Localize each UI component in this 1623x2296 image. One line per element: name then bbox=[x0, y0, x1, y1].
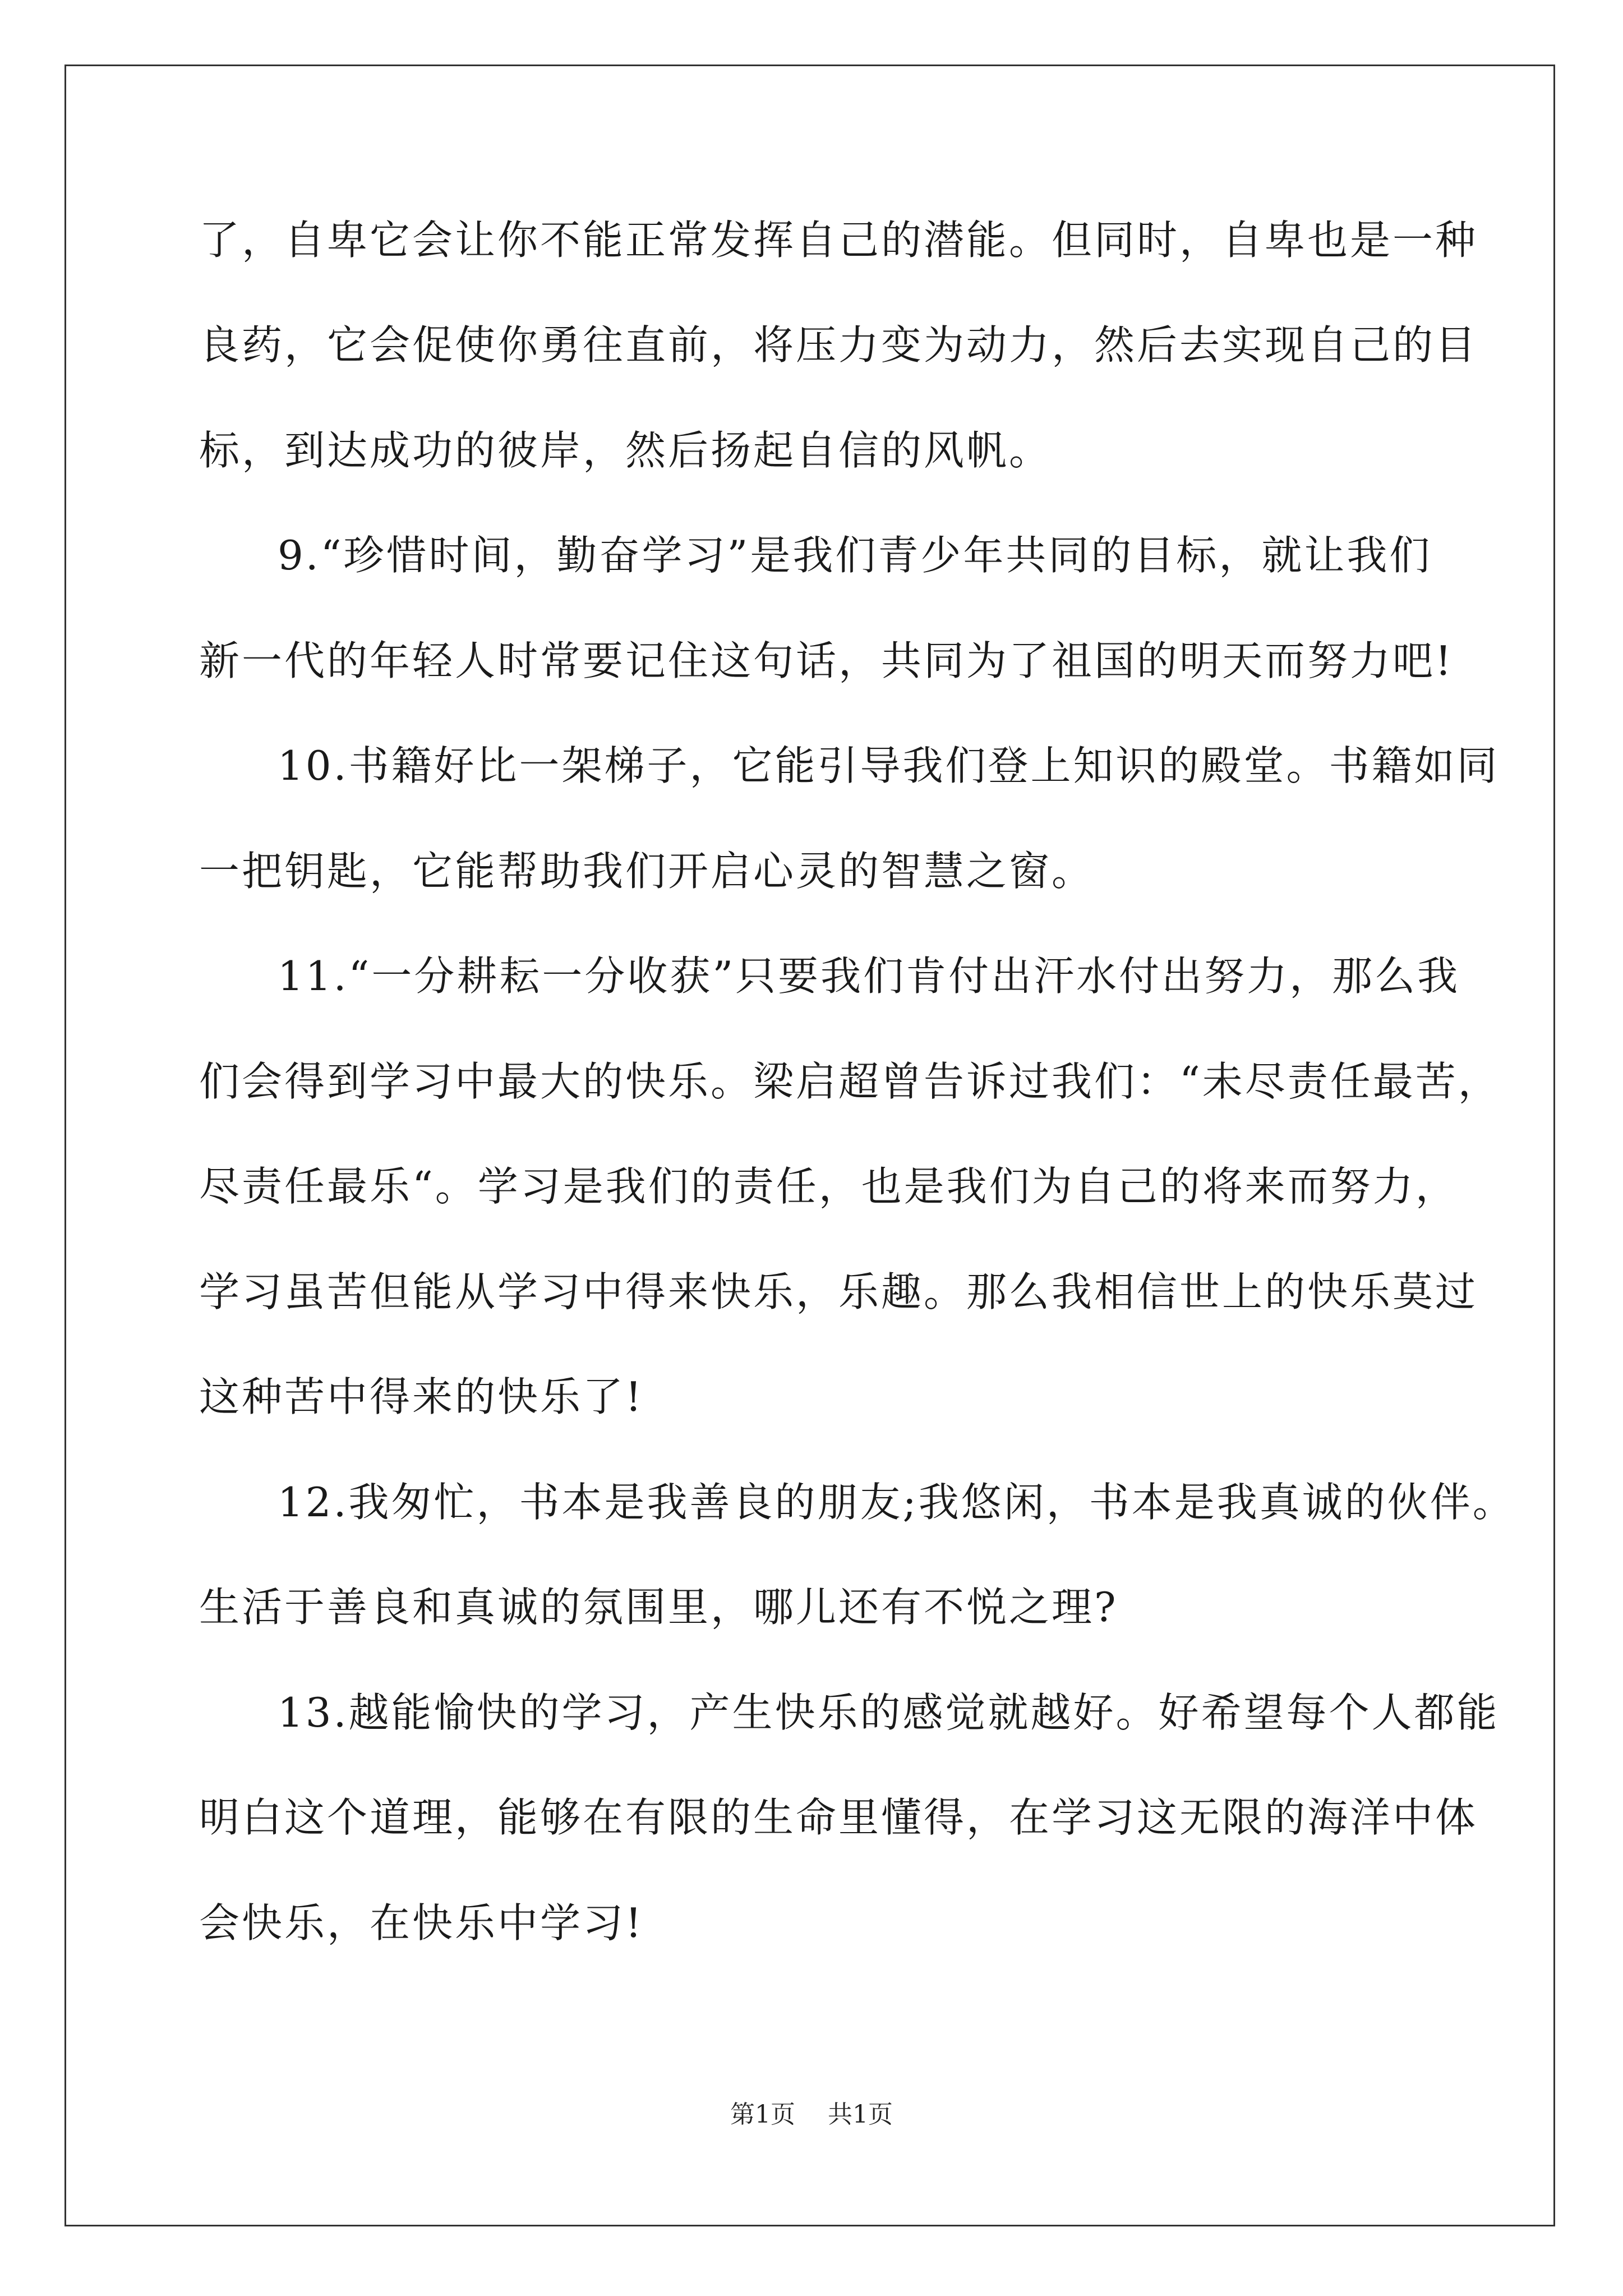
text-line: 学习虽苦但能从学习中得来快乐，乐趣。那么我相信世上的快乐莫过 bbox=[199, 1268, 1478, 1315]
paragraph-10-first-line: 10.书籍好比一架梯子，它能引导我们登上知识的殿堂。书籍如同 bbox=[278, 742, 1500, 789]
text-line: 会快乐，在快乐中学习! bbox=[199, 1899, 644, 1947]
text-line: 良药，它会促使你勇往直前，将压力变为动力，然后去实现自己的目 bbox=[199, 321, 1478, 369]
text-line: 尽责任最乐“。学习是我们的责任，也是我们为自己的将来而努力， bbox=[199, 1163, 1458, 1210]
page-number-total: 共1页 bbox=[828, 2100, 893, 2129]
text-line: 们会得到学习中最大的快乐。梁启超曾告诉过我们：“未尽责任最苦， bbox=[199, 1058, 1501, 1105]
page-footer bbox=[0, 2098, 1623, 2132]
paragraph-9-first-line: 9.“珍惜时间，勤奋学习”是我们青少年共同的目标，就让我们 bbox=[278, 532, 1432, 579]
paragraph-11-first-line: 11.“一分耕耘一分收获”只要我们肯付出汗水付出努力，那么我 bbox=[278, 953, 1460, 1000]
paragraph-13-first-line: 13.越能愉快的学习，产生快乐的感觉就越好。好希望每个人都能 bbox=[278, 1689, 1500, 1736]
text-line: 了，自卑它会让你不能正常发挥自己的潜能。但同时，自卑也是一种 bbox=[199, 217, 1478, 264]
text-line: 标，到达成功的彼岸，然后扬起自信的风帆。 bbox=[199, 427, 1052, 474]
text-line: 新一代的年轻人时常要记住这句话，共同为了祖国的明天而努力吧! bbox=[199, 637, 1454, 684]
text-line: 这种苦中得来的快乐了! bbox=[199, 1373, 644, 1420]
paragraph-12-first-line: 12.我匆忙，书本是我善良的朋友;我悠闲，书本是我真诚的伙伴。 bbox=[278, 1479, 1515, 1526]
text-line: 生活于善良和真诚的氛围里，哪儿还有不悦之理? bbox=[199, 1584, 1118, 1631]
text-line: 明白这个道理，能够在有限的生命里懂得，在学习这无限的海洋中体 bbox=[199, 1794, 1478, 1841]
page-number-current: 第1页 bbox=[730, 2100, 795, 2129]
text-line: 一把钥匙，它能帮助我们开启心灵的智慧之窗。 bbox=[199, 848, 1095, 895]
